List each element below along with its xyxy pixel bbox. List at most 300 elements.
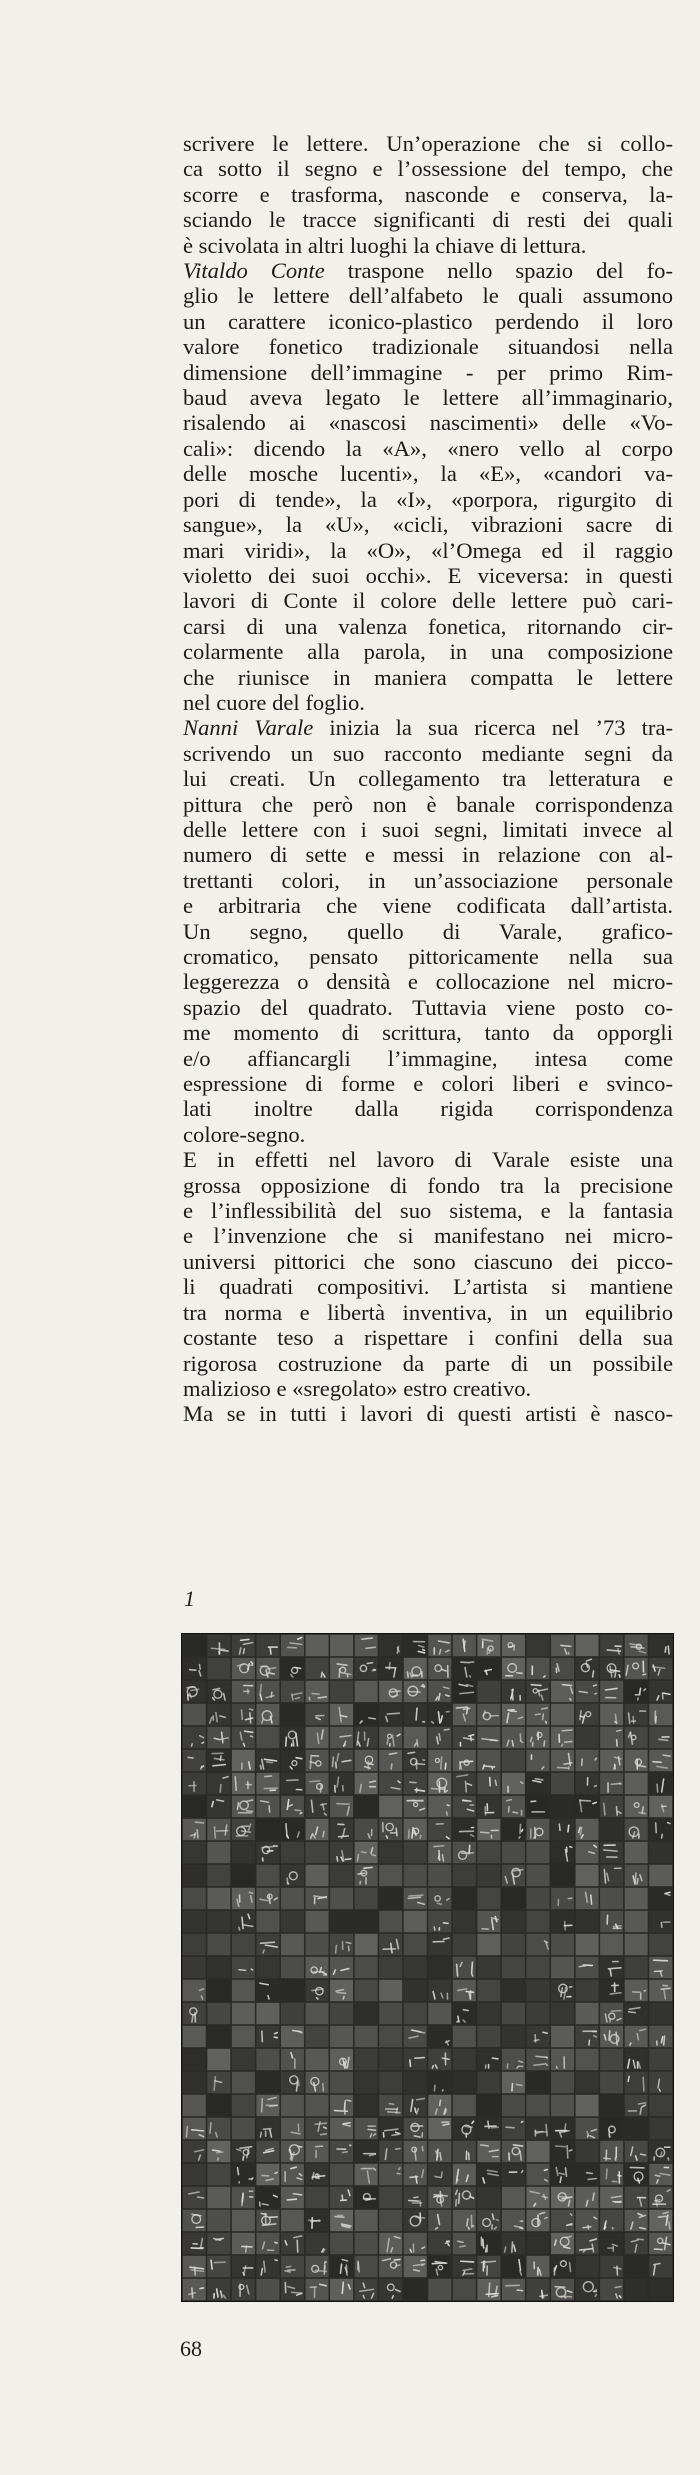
glyph-cell bbox=[379, 2072, 402, 2093]
glyph-cell bbox=[306, 1842, 329, 1863]
glyph-cell bbox=[625, 1658, 648, 1679]
glyph-cell bbox=[527, 1681, 550, 1702]
glyph-cell bbox=[576, 1980, 599, 2001]
glyph-cell bbox=[281, 2118, 304, 2139]
glyph-cell bbox=[502, 2141, 525, 2162]
glyph-cell bbox=[207, 1773, 230, 1794]
glyph-cell bbox=[453, 1842, 476, 1863]
glyph-cell bbox=[576, 1796, 599, 1817]
glyph-cell bbox=[600, 2279, 623, 2300]
glyph-cell bbox=[551, 1819, 574, 1840]
glyph-cell bbox=[183, 1888, 206, 1909]
text-line bbox=[183, 233, 673, 258]
glyph-cell bbox=[625, 1681, 648, 1702]
text-run: risalendo ai «nascosi nascimenti» delle «Vo- bbox=[183, 410, 673, 436]
glyph-cell bbox=[330, 1819, 353, 1840]
glyph-cell bbox=[428, 1704, 451, 1725]
glyph-cell bbox=[625, 1888, 648, 1909]
glyph-cell bbox=[625, 2118, 648, 2139]
glyph-cell bbox=[502, 2164, 525, 2185]
glyph-cell bbox=[428, 1635, 451, 1656]
glyph-cell bbox=[404, 2118, 427, 2139]
glyph-cell bbox=[625, 2141, 648, 2162]
text-run: Ma se in tutti i lavori di questi artisti è nasco- bbox=[183, 1401, 673, 1427]
glyph-cell bbox=[306, 1727, 329, 1748]
glyph-cell bbox=[207, 1658, 230, 1679]
glyph-cell bbox=[576, 2164, 599, 2185]
text-run: universi pittorici che sono ciascuno dei picco- bbox=[183, 1248, 673, 1274]
glyph-cell bbox=[428, 1911, 451, 1932]
glyph-cell bbox=[600, 1681, 623, 1702]
glyph-cell bbox=[453, 1796, 476, 1817]
glyph-cell bbox=[600, 1957, 623, 1978]
glyph-cell bbox=[576, 2118, 599, 2139]
glyph-cell bbox=[330, 2072, 353, 2093]
glyph-cell bbox=[330, 1888, 353, 1909]
glyph-cell bbox=[379, 1681, 402, 1702]
glyph-cell bbox=[600, 1704, 623, 1725]
glyph-cell bbox=[379, 1658, 402, 1679]
glyph-cell bbox=[404, 1957, 427, 1978]
glyph-cell bbox=[183, 1865, 206, 1886]
glyph-cell bbox=[576, 2095, 599, 2116]
glyph-cell bbox=[404, 1658, 427, 1679]
text-run: e l’invenzione che si manifestano nei micro- bbox=[183, 1223, 673, 1249]
text-line bbox=[183, 766, 673, 791]
glyph-cell bbox=[232, 1865, 255, 1886]
glyph-cell bbox=[207, 1635, 230, 1656]
glyph-cell bbox=[625, 1934, 648, 1955]
glyph-cell bbox=[183, 1658, 206, 1679]
glyph-cell bbox=[281, 1980, 304, 2001]
text-line bbox=[183, 1274, 673, 1299]
glyph-cell bbox=[576, 1888, 599, 1909]
glyph-cell bbox=[256, 1704, 279, 1725]
glyph-cell bbox=[600, 1819, 623, 1840]
text-run: mari viridi», la «O», «l’Omega ed il raggio bbox=[183, 537, 673, 563]
glyph-cell bbox=[502, 1819, 525, 1840]
glyph-cell bbox=[600, 1727, 623, 1748]
text-line bbox=[183, 156, 673, 181]
glyph-cell bbox=[330, 2210, 353, 2231]
text-line bbox=[183, 1401, 673, 1426]
text-run: delle mosche lucenti», la «E», «candori va- bbox=[183, 461, 673, 487]
glyph-cell bbox=[379, 1773, 402, 1794]
glyph-cell bbox=[355, 1888, 378, 1909]
text-line bbox=[183, 665, 673, 690]
glyph-cell bbox=[477, 2095, 500, 2116]
glyph-cell bbox=[330, 1727, 353, 1748]
glyph-cell bbox=[281, 2072, 304, 2093]
glyph-cell bbox=[207, 2141, 230, 2162]
glyph-cell bbox=[428, 2118, 451, 2139]
glyph-cell bbox=[281, 1773, 304, 1794]
glyph-cell bbox=[404, 2003, 427, 2024]
glyph-cell bbox=[207, 2118, 230, 2139]
text-run: sangue», la «U», «cicli, vibrazioni sacre di bbox=[183, 512, 673, 538]
text-run: pittura che però non è banale corrispondenza bbox=[183, 791, 673, 817]
glyph-cell bbox=[183, 1796, 206, 1817]
glyph-cell bbox=[551, 1911, 574, 1932]
glyph-cell bbox=[625, 1819, 648, 1840]
text-run: lui creati. Un collegamento tra letteratura e bbox=[183, 766, 673, 792]
glyph-cell bbox=[527, 2003, 550, 2024]
glyph-cell bbox=[207, 1819, 230, 1840]
glyph-cell bbox=[576, 1911, 599, 1932]
glyph-cell bbox=[576, 1658, 599, 1679]
glyph-cell bbox=[404, 1819, 427, 1840]
glyph-cell bbox=[527, 1842, 550, 1863]
glyph-cell bbox=[256, 2187, 279, 2208]
glyph-cell bbox=[281, 2210, 304, 2231]
glyph-cell bbox=[477, 2210, 500, 2231]
glyph-cell bbox=[306, 2095, 329, 2116]
glyph-cell bbox=[453, 2233, 476, 2254]
glyph-cell bbox=[649, 1957, 672, 1978]
glyph-cell bbox=[207, 1796, 230, 1817]
glyph-cell bbox=[502, 2072, 525, 2093]
glyph-cell bbox=[330, 1911, 353, 1932]
glyph-cell bbox=[207, 2279, 230, 2300]
glyph-cell bbox=[355, 2072, 378, 2093]
glyph-cell bbox=[527, 2187, 550, 2208]
glyph-cell bbox=[428, 2072, 451, 2093]
glyph-cell bbox=[477, 1934, 500, 1955]
glyph-cell bbox=[551, 2026, 574, 2047]
glyph-cell bbox=[207, 1888, 230, 1909]
glyph-cell bbox=[502, 2026, 525, 2047]
glyph-cell bbox=[355, 2049, 378, 2070]
glyph-cell bbox=[527, 2164, 550, 2185]
glyph-cell bbox=[600, 1842, 623, 1863]
glyph-cell bbox=[453, 2279, 476, 2300]
text-run: un carattere iconico-plastico perdendo il loro bbox=[183, 308, 673, 334]
glyph-cell bbox=[281, 1750, 304, 1771]
glyph-cell bbox=[649, 1934, 672, 1955]
glyph-cell bbox=[281, 2141, 304, 2162]
glyph-cell bbox=[330, 1796, 353, 1817]
glyph-cell bbox=[281, 2026, 304, 2047]
glyph-cell bbox=[527, 2026, 550, 2047]
glyph-cell bbox=[379, 1980, 402, 2001]
glyph-cell bbox=[207, 2095, 230, 2116]
glyph-cell bbox=[527, 2256, 550, 2277]
text-line bbox=[183, 385, 673, 410]
glyph-cell bbox=[625, 1773, 648, 1794]
glyph-cell bbox=[649, 1842, 672, 1863]
glyph-cell bbox=[527, 2279, 550, 2300]
glyph-cell bbox=[502, 1727, 525, 1748]
text-run: e l’inflessibilità del suo sistema, e la fantasia bbox=[183, 1198, 673, 1224]
glyph-cell bbox=[404, 2049, 427, 2070]
text-run: lavori di Conte il colore delle lettere può cari- bbox=[183, 588, 673, 614]
glyph-cell bbox=[355, 2256, 378, 2277]
glyph-cell bbox=[379, 1796, 402, 1817]
glyph-cell bbox=[183, 2026, 206, 2047]
text-run: che riunisce in maniera compatta le lettere bbox=[183, 664, 673, 690]
glyph-cell bbox=[232, 1773, 255, 1794]
glyph-cell bbox=[576, 2187, 599, 2208]
glyph-cell bbox=[207, 2026, 230, 2047]
text-line bbox=[183, 639, 673, 664]
glyph-cell bbox=[281, 2095, 304, 2116]
text-line bbox=[183, 461, 673, 486]
text-line bbox=[183, 1096, 673, 1121]
text-line bbox=[183, 690, 673, 715]
glyph-cell bbox=[232, 1704, 255, 1725]
artwork-figure bbox=[181, 1633, 674, 2302]
glyph-cell bbox=[600, 2141, 623, 2162]
glyph-cell bbox=[355, 1819, 378, 1840]
artist-name: Nanni Varale bbox=[183, 715, 314, 741]
glyph-cell bbox=[281, 1934, 304, 1955]
glyph-cell bbox=[256, 2003, 279, 2024]
glyph-cell bbox=[355, 1704, 378, 1725]
glyph-cell bbox=[551, 1888, 574, 1909]
text-line bbox=[183, 207, 673, 232]
text-run: glio le lettere dell’alfabeto le quali assumono bbox=[183, 283, 673, 309]
glyph-cell bbox=[355, 2210, 378, 2231]
glyph-cell bbox=[232, 1888, 255, 1909]
glyph-cell bbox=[477, 1727, 500, 1748]
glyph-cell bbox=[281, 1819, 304, 1840]
glyph-cell bbox=[551, 2233, 574, 2254]
text-run: colore-segno. bbox=[183, 1121, 306, 1147]
glyph-cell bbox=[625, 1704, 648, 1725]
glyph-cell bbox=[453, 1865, 476, 1886]
glyph-cell bbox=[502, 1888, 525, 1909]
glyph-cell bbox=[355, 1796, 378, 1817]
glyph-cell bbox=[453, 2003, 476, 2024]
glyph-cell bbox=[600, 1773, 623, 1794]
glyph-cell bbox=[379, 1865, 402, 1886]
text-line bbox=[183, 868, 673, 893]
glyph-cell bbox=[379, 2026, 402, 2047]
glyph-cell bbox=[600, 2003, 623, 2024]
glyph-cell bbox=[600, 1911, 623, 1932]
glyph-cell bbox=[551, 2279, 574, 2300]
text-run: traspone nello spazio del fo- bbox=[324, 258, 673, 284]
glyph-cell bbox=[502, 2049, 525, 2070]
glyph-cell bbox=[576, 2210, 599, 2231]
glyph-cell bbox=[256, 2164, 279, 2185]
glyph-cell bbox=[625, 2187, 648, 2208]
glyph-cell bbox=[355, 1865, 378, 1886]
glyph-cell bbox=[355, 2233, 378, 2254]
glyph-cell bbox=[355, 1911, 378, 1932]
text-run: malizioso e «sregolato» estro creativo. bbox=[183, 1375, 532, 1401]
glyph-cell bbox=[232, 2003, 255, 2024]
glyph-cell bbox=[625, 2210, 648, 2231]
glyph-cell bbox=[600, 2072, 623, 2093]
text-line bbox=[183, 1376, 673, 1401]
glyph-cell bbox=[183, 1819, 206, 1840]
text-line bbox=[183, 512, 673, 537]
glyph-cell bbox=[428, 2095, 451, 2116]
text-line bbox=[183, 1147, 673, 1172]
glyph-cell bbox=[330, 2164, 353, 2185]
text-line bbox=[183, 309, 673, 334]
glyph-cell bbox=[183, 1681, 206, 1702]
glyph-cell bbox=[232, 1819, 255, 1840]
glyph-cell bbox=[330, 1865, 353, 1886]
glyph-cell bbox=[306, 1980, 329, 2001]
glyph-cell bbox=[281, 1865, 304, 1886]
glyph-cell bbox=[306, 2026, 329, 2047]
glyph-cell bbox=[404, 1704, 427, 1725]
glyph-cell bbox=[502, 2256, 525, 2277]
glyph-cell bbox=[625, 1796, 648, 1817]
glyph-cell bbox=[527, 1911, 550, 1932]
glyph-cell bbox=[207, 1980, 230, 2001]
text-run: espressione di forme e colori liberi e svinco- bbox=[183, 1071, 673, 1097]
text-run: scrivendo un suo racconto mediante segni da bbox=[183, 740, 673, 766]
glyph-cell bbox=[477, 1888, 500, 1909]
glyph-cell bbox=[404, 1681, 427, 1702]
glyph-cell bbox=[453, 1750, 476, 1771]
glyph-cell bbox=[355, 2187, 378, 2208]
glyph-cell bbox=[453, 2095, 476, 2116]
glyph-cell bbox=[625, 2049, 648, 2070]
glyph-cell bbox=[453, 2141, 476, 2162]
glyph-cell bbox=[256, 1911, 279, 1932]
glyph-cell bbox=[649, 1773, 672, 1794]
glyph-cell bbox=[330, 2187, 353, 2208]
glyph-cell bbox=[477, 2049, 500, 2070]
glyph-cell bbox=[551, 1704, 574, 1725]
glyph-cell bbox=[355, 1980, 378, 2001]
text-run: scrivere le lettere. Un’operazione che si collo- bbox=[183, 131, 673, 156]
glyph-cell bbox=[306, 2072, 329, 2093]
glyph-cell bbox=[306, 1796, 329, 1817]
glyph-cell bbox=[502, 2279, 525, 2300]
glyph-cell bbox=[625, 2164, 648, 2185]
glyph-cell bbox=[379, 1704, 402, 1725]
glyph-cell bbox=[625, 2026, 648, 2047]
glyph-cell bbox=[306, 1704, 329, 1725]
text-line bbox=[183, 283, 673, 308]
glyph-cell bbox=[649, 1681, 672, 1702]
glyph-cell bbox=[527, 1819, 550, 1840]
glyph-cell bbox=[551, 1934, 574, 1955]
text-run: E in effetti nel lavoro di Varale esiste una bbox=[183, 1147, 673, 1173]
text-line bbox=[183, 919, 673, 944]
text-run: scorre e trasforma, nasconde e conserva, la- bbox=[183, 181, 673, 207]
glyph-cell bbox=[379, 2279, 402, 2300]
glyph-cell bbox=[477, 2233, 500, 2254]
glyph-cell bbox=[183, 1911, 206, 1932]
glyph-cell bbox=[207, 1934, 230, 1955]
text-run: nel cuore del foglio. bbox=[183, 689, 365, 715]
glyph-cell bbox=[477, 1796, 500, 1817]
glyph-cell bbox=[355, 1727, 378, 1748]
glyph-cell bbox=[453, 1704, 476, 1725]
glyph-cell bbox=[379, 1750, 402, 1771]
glyph-cell bbox=[428, 2187, 451, 2208]
glyph-cell bbox=[649, 1888, 672, 1909]
glyph-cell bbox=[281, 1681, 304, 1702]
glyph-cell bbox=[527, 1980, 550, 2001]
glyph-cell bbox=[306, 1819, 329, 1840]
glyph-cell bbox=[576, 2141, 599, 2162]
glyph-cell bbox=[232, 1796, 255, 1817]
glyph-cell bbox=[379, 1819, 402, 1840]
glyph-cell bbox=[428, 1681, 451, 1702]
glyph-cell bbox=[625, 2279, 648, 2300]
text-line bbox=[183, 1173, 673, 1198]
glyph-cell bbox=[379, 2210, 402, 2231]
glyph-cell bbox=[453, 2187, 476, 2208]
text-run: me momento di scrittura, tanto da opporgli bbox=[183, 1020, 673, 1046]
glyph-cell bbox=[551, 1773, 574, 1794]
glyph-cell bbox=[600, 1934, 623, 1955]
figure-caption: 1 bbox=[184, 1586, 195, 1611]
glyph-cell bbox=[232, 2210, 255, 2231]
glyph-cell bbox=[355, 2026, 378, 2047]
glyph-cell bbox=[183, 1727, 206, 1748]
glyph-cell bbox=[306, 2049, 329, 2070]
glyph-cell bbox=[428, 1842, 451, 1863]
glyph-cell bbox=[404, 1842, 427, 1863]
glyph-cell bbox=[625, 2233, 648, 2254]
glyph-cell bbox=[600, 2118, 623, 2139]
text-run: sciando le tracce significanti di resti dei quali bbox=[183, 207, 673, 233]
text-run: e/o affiancargli l’immagine, intesa come bbox=[183, 1045, 673, 1071]
glyph-cell bbox=[649, 2141, 672, 2162]
glyph-cell bbox=[183, 1934, 206, 1955]
glyph-cell bbox=[600, 1888, 623, 1909]
glyph-cell bbox=[428, 1934, 451, 1955]
glyph-cell bbox=[232, 2233, 255, 2254]
glyph-cell bbox=[256, 1957, 279, 1978]
glyph-cell bbox=[502, 2187, 525, 2208]
glyph-cell bbox=[625, 1842, 648, 1863]
glyph-cell bbox=[502, 2118, 525, 2139]
glyph-cell bbox=[625, 1865, 648, 1886]
glyph-cell bbox=[404, 1796, 427, 1817]
glyph-cell bbox=[477, 1681, 500, 1702]
glyph-cell bbox=[256, 1842, 279, 1863]
text-line bbox=[183, 588, 673, 613]
glyph-cell bbox=[649, 2049, 672, 2070]
glyph-cell bbox=[379, 1911, 402, 1932]
glyph-cell bbox=[477, 2003, 500, 2024]
glyph-cell bbox=[281, 1842, 304, 1863]
glyph-cell bbox=[551, 1658, 574, 1679]
glyph-cell bbox=[330, 2003, 353, 2024]
glyph-cell bbox=[527, 1658, 550, 1679]
glyph-cell bbox=[551, 2095, 574, 2116]
glyph-cell bbox=[453, 1957, 476, 1978]
glyph-cell bbox=[183, 2072, 206, 2093]
text-run: carsi di una valenza fonetica, ritornando cir- bbox=[183, 613, 673, 639]
glyph-cell bbox=[306, 1888, 329, 1909]
glyph-cell bbox=[330, 1980, 353, 2001]
glyph-cell bbox=[453, 1819, 476, 1840]
glyph-cell bbox=[207, 2072, 230, 2093]
glyph-cell bbox=[404, 2279, 427, 2300]
glyph-cell bbox=[330, 2026, 353, 2047]
glyph-cell bbox=[183, 2210, 206, 2231]
text-line bbox=[183, 1300, 673, 1325]
glyph-cell bbox=[306, 1865, 329, 1886]
text-line bbox=[183, 334, 673, 359]
glyph-cell bbox=[256, 2049, 279, 2070]
glyph-cell bbox=[306, 1658, 329, 1679]
glyph-cell bbox=[428, 2003, 451, 2024]
glyph-cell bbox=[232, 1957, 255, 1978]
glyph-cell bbox=[502, 1773, 525, 1794]
